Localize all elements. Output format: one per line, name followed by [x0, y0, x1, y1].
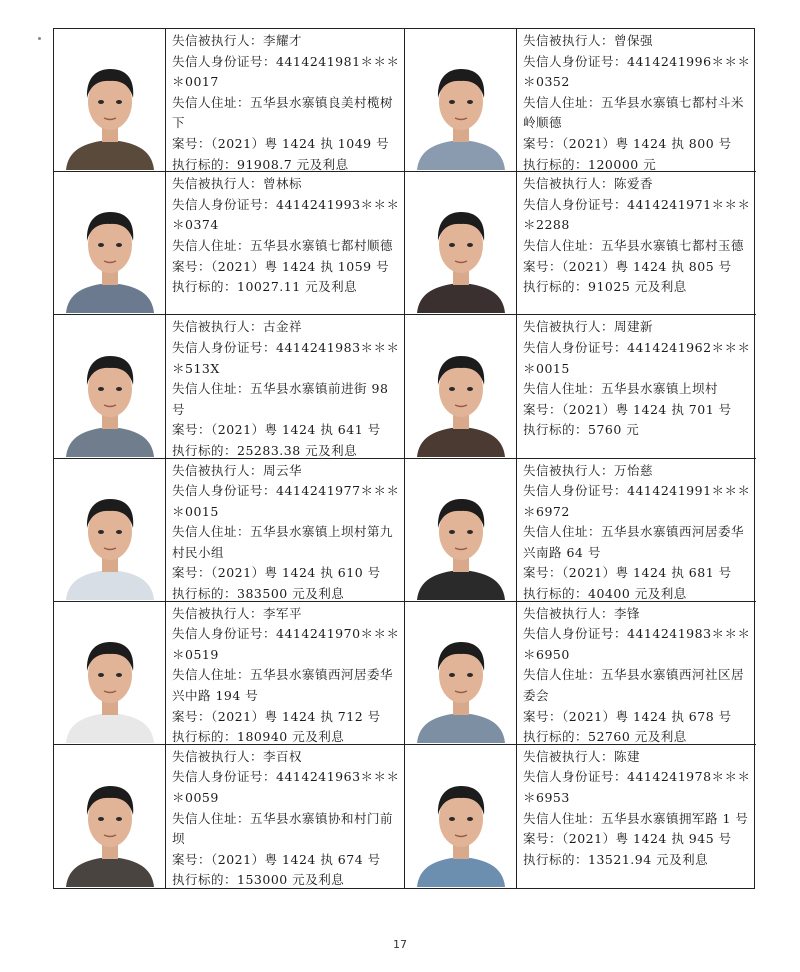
field-id	[172, 767, 400, 808]
debtor-info	[166, 602, 404, 744]
field-label: 失信人住址：	[172, 381, 251, 397]
field-name	[172, 31, 400, 52]
field-name	[523, 31, 752, 52]
field-label: 案号：	[523, 258, 563, 274]
field-case	[523, 829, 752, 850]
field-label: 案号：	[172, 422, 212, 438]
field-case	[523, 257, 752, 278]
field-amount	[172, 441, 400, 458]
field-value: 五华县水寨镇西河居委华兴南路 64 号	[523, 524, 745, 560]
field-label: 案号：	[172, 708, 212, 724]
field-value: 383500 元及利息	[237, 586, 345, 601]
person-silhouette-icon	[62, 484, 158, 600]
field-value: 周建新	[614, 319, 654, 335]
field-label: 案号：	[523, 135, 563, 151]
field-label: 失信人身份证号：	[523, 769, 628, 785]
portrait-photo	[54, 745, 166, 888]
person-silhouette-icon	[413, 484, 509, 600]
field-case	[523, 563, 752, 584]
field-label: 失信被执行人：	[523, 33, 615, 48]
person-silhouette-icon	[413, 771, 509, 887]
field-name	[172, 174, 400, 195]
field-label: 执行标的：	[172, 586, 238, 601]
field-label: 失信人住址：	[172, 237, 251, 253]
field-value: 陈爱香	[614, 176, 654, 192]
field-label: 执行标的：	[172, 872, 238, 888]
portrait-photo	[54, 172, 166, 314]
debtor-record	[54, 315, 405, 458]
field-value: 4414241983＊＊＊＊513X	[172, 339, 400, 376]
field-label: 执行标的：	[523, 279, 589, 295]
field-value: 91908.7 元及利息	[237, 156, 349, 172]
field-address	[523, 379, 752, 400]
field-name	[523, 604, 752, 625]
field-value: 李军平	[263, 605, 303, 621]
field-value: 李耀才	[263, 33, 303, 48]
field-label: 失信人住址：	[523, 381, 602, 397]
person-silhouette-icon	[413, 197, 509, 313]
portrait-photo	[54, 315, 166, 457]
debtor-info	[166, 29, 404, 171]
debtor-table	[53, 28, 755, 889]
field-amount	[172, 584, 400, 601]
field-value: （2021）粤 1424 执 1059 号	[211, 258, 390, 274]
portrait-photo	[54, 602, 166, 744]
debtor-record	[54, 459, 405, 602]
field-value: 25283.38 元及利息	[237, 442, 358, 458]
field-value: （2021）粤 1424 执 712 号	[211, 708, 381, 724]
field-name	[523, 317, 752, 338]
field-case	[172, 134, 400, 155]
field-value: 五华县水寨镇西河社区居委会	[523, 667, 745, 704]
field-name	[172, 461, 400, 482]
field-label: 案号：	[523, 708, 563, 724]
field-address	[523, 522, 752, 563]
field-label: 失信人身份证号：	[172, 626, 277, 642]
field-amount	[172, 277, 400, 298]
field-name	[172, 317, 400, 338]
field-address	[523, 665, 752, 706]
field-case	[523, 400, 752, 421]
field-value: （2021）粤 1424 执 678 号	[562, 708, 732, 724]
field-label: 失信被执行人：	[172, 176, 264, 192]
debtor-record	[405, 602, 756, 745]
field-label: 执行标的：	[172, 442, 238, 458]
field-value: 4414241978＊＊＊＊6953	[523, 769, 751, 806]
field-label: 失信人住址：	[523, 524, 602, 540]
field-case	[523, 134, 752, 155]
field-label: 案号：	[523, 565, 563, 581]
debtor-info	[166, 459, 404, 601]
portrait-photo	[405, 745, 517, 888]
field-value: 万怡慈	[614, 462, 654, 478]
field-value: 五华县水寨镇七都村斗米岭顺德	[523, 94, 745, 131]
field-value: 4414241971＊＊＊＊2288	[523, 196, 751, 233]
debtor-info	[517, 459, 756, 601]
portrait-photo	[405, 315, 517, 457]
person-silhouette-icon	[62, 54, 158, 170]
debtor-record	[54, 172, 405, 315]
field-label: 执行标的：	[523, 729, 589, 744]
field-value: 李百权	[263, 748, 303, 764]
field-label: 失信人住址：	[523, 667, 602, 683]
field-name	[172, 604, 400, 625]
field-label: 失信人身份证号：	[172, 53, 277, 69]
field-label: 失信人住址：	[172, 810, 251, 826]
debtor-record	[405, 29, 756, 172]
field-value: 五华县水寨镇七都村顺德	[250, 237, 394, 253]
field-id	[523, 338, 752, 379]
field-value: 13521.94 元及利息	[588, 851, 709, 867]
debtor-info	[517, 172, 756, 314]
field-id	[523, 52, 752, 93]
field-case	[172, 563, 400, 584]
field-label: 失信被执行人：	[172, 462, 264, 478]
field-value: 五华县水寨镇七都村玉德	[601, 237, 745, 253]
field-value: 5760 元	[588, 422, 640, 438]
field-name	[523, 747, 752, 768]
field-value: 4414241981＊＊＊＊0017	[172, 53, 400, 90]
field-address	[523, 236, 752, 257]
field-value: 五华县水寨镇前进街 98 号	[172, 381, 389, 417]
field-case	[172, 850, 400, 871]
field-label: 失信被执行人：	[523, 176, 615, 192]
field-label: 执行标的：	[172, 156, 238, 172]
field-label: 失信被执行人：	[523, 605, 615, 621]
person-silhouette-icon	[62, 197, 158, 313]
field-label: 失信人身份证号：	[523, 339, 628, 355]
field-value: 4414241983＊＊＊＊6950	[523, 626, 751, 662]
portrait-photo	[405, 459, 517, 601]
page-number: 17	[393, 938, 407, 951]
field-label: 失信人住址：	[172, 667, 251, 683]
field-amount	[523, 584, 752, 601]
field-label: 失信被执行人：	[523, 748, 615, 764]
field-name	[172, 747, 400, 768]
field-label: 失信被执行人：	[172, 319, 264, 335]
portrait-photo	[405, 29, 517, 171]
field-address	[523, 809, 752, 830]
field-label: 失信人住址：	[523, 810, 602, 826]
field-value: 五华县水寨镇上坝村	[601, 381, 719, 397]
field-label: 案号：	[172, 258, 212, 274]
field-value: 李锋	[614, 605, 641, 621]
field-case	[172, 420, 400, 441]
field-value: 4414241962＊＊＊＊0015	[523, 339, 751, 376]
field-value: 52760 元及利息	[588, 729, 687, 744]
field-id	[523, 624, 752, 665]
field-label: 执行标的：	[523, 156, 589, 172]
field-value: （2021）粤 1424 执 945 号	[562, 831, 732, 847]
person-silhouette-icon	[413, 54, 509, 170]
field-label: 案号：	[172, 565, 212, 581]
field-label: 案号：	[172, 135, 212, 151]
field-amount	[523, 420, 752, 441]
field-value: 4414241996＊＊＊＊0352	[523, 53, 751, 90]
field-value: 周云华	[263, 462, 303, 478]
field-address	[172, 665, 400, 706]
field-label: 案号：	[523, 831, 563, 847]
field-label: 案号：	[172, 851, 212, 867]
field-id	[523, 195, 752, 236]
field-value: （2021）粤 1424 执 800 号	[562, 135, 732, 151]
debtor-info	[166, 172, 404, 314]
debtor-info	[517, 602, 756, 744]
field-value: 古金祥	[263, 319, 303, 335]
field-value: 4414241991＊＊＊＊6972	[523, 483, 751, 519]
field-value: 4414241970＊＊＊＊0519	[172, 626, 400, 662]
field-label: 失信被执行人：	[172, 33, 264, 48]
field-value: 五华县水寨镇拥军路 1 号	[601, 810, 749, 826]
scan-dot	[38, 37, 41, 40]
person-silhouette-icon	[62, 627, 158, 743]
field-label: 失信人身份证号：	[523, 626, 628, 642]
field-id	[172, 195, 400, 236]
field-label: 失信被执行人：	[172, 748, 264, 764]
field-value: （2021）粤 1424 执 674 号	[211, 851, 381, 867]
field-amount	[172, 155, 400, 172]
field-amount	[523, 727, 752, 744]
field-address	[523, 93, 752, 134]
field-value: 曾保强	[614, 33, 654, 48]
field-label: 案号：	[523, 401, 563, 417]
portrait-photo	[405, 172, 517, 314]
person-silhouette-icon	[413, 627, 509, 743]
field-id	[523, 481, 752, 522]
field-case	[172, 257, 400, 278]
field-amount	[523, 277, 752, 298]
field-label: 失信人住址：	[172, 94, 251, 110]
field-id	[172, 624, 400, 665]
field-case	[172, 707, 400, 728]
person-silhouette-icon	[62, 771, 158, 887]
field-value: 五华县水寨镇良美村榄树下	[172, 94, 394, 131]
field-id	[523, 767, 752, 808]
person-silhouette-icon	[413, 341, 509, 457]
field-label: 失信被执行人：	[172, 605, 264, 621]
debtor-info	[517, 29, 756, 171]
debtor-record	[54, 29, 405, 172]
field-value: 153000 元及利息	[237, 872, 345, 888]
field-value: 91025 元及利息	[588, 279, 687, 295]
field-amount	[172, 870, 400, 888]
field-id	[172, 338, 400, 379]
debtor-record	[54, 602, 405, 745]
field-address	[172, 379, 400, 420]
debtor-info	[166, 745, 404, 888]
field-value: 4414241977＊＊＊＊0015	[172, 483, 400, 519]
debtor-record	[405, 459, 756, 602]
field-case	[523, 707, 752, 728]
field-value: 120000 元	[588, 156, 657, 172]
field-id	[172, 481, 400, 522]
portrait-photo	[405, 602, 517, 744]
field-label: 失信人身份证号：	[172, 339, 277, 355]
field-value: （2021）粤 1424 执 1049 号	[211, 135, 390, 151]
field-value: （2021）粤 1424 执 805 号	[562, 258, 732, 274]
field-value: （2021）粤 1424 执 681 号	[562, 565, 732, 581]
field-label: 失信人身份证号：	[523, 196, 628, 212]
field-label: 失信人身份证号：	[172, 196, 277, 212]
field-label: 失信人住址：	[523, 94, 602, 110]
portrait-photo	[54, 29, 166, 171]
field-label: 失信人住址：	[172, 524, 251, 540]
field-label: 失信被执行人：	[523, 319, 615, 335]
field-id	[172, 52, 400, 93]
field-label: 执行标的：	[172, 729, 238, 744]
field-label: 执行标的：	[523, 851, 589, 867]
field-label: 失信人身份证号：	[523, 53, 628, 69]
field-label: 失信人身份证号：	[172, 769, 277, 785]
field-amount	[523, 850, 752, 871]
field-value: 10027.11 元及利息	[237, 279, 358, 295]
field-value: （2021）粤 1424 执 610 号	[211, 565, 381, 581]
field-label: 失信人住址：	[523, 237, 602, 253]
field-value: 五华县水寨镇上坝村第九村民小组	[172, 524, 394, 560]
field-value: 40400 元及利息	[588, 586, 687, 601]
debtor-record	[405, 315, 756, 458]
field-label: 执行标的：	[172, 279, 238, 295]
portrait-photo	[54, 459, 166, 601]
field-label: 失信被执行人：	[523, 462, 615, 478]
field-value: 五华县水寨镇协和村门前坝	[172, 810, 394, 847]
field-name	[523, 174, 752, 195]
field-amount	[172, 727, 400, 744]
field-label: 失信人身份证号：	[523, 483, 628, 499]
field-amount	[523, 155, 752, 172]
field-address	[172, 93, 400, 134]
field-label: 执行标的：	[523, 586, 589, 601]
field-value: 曾林标	[263, 176, 303, 192]
field-address	[172, 809, 400, 850]
field-value: （2021）粤 1424 执 701 号	[562, 401, 732, 417]
field-value: 4414241993＊＊＊＊0374	[172, 196, 400, 233]
debtor-info	[166, 315, 404, 457]
field-value: 五华县水寨镇西河居委华兴中路 194 号	[172, 667, 394, 704]
field-name	[523, 461, 752, 482]
field-label: 失信人身份证号：	[172, 483, 277, 499]
debtor-info	[517, 745, 756, 888]
field-label: 执行标的：	[523, 422, 589, 438]
person-silhouette-icon	[62, 341, 158, 457]
debtor-record	[54, 745, 405, 888]
field-value: 180940 元及利息	[237, 729, 345, 744]
debtor-record	[405, 745, 756, 888]
field-address	[172, 522, 400, 563]
field-value: 4414241963＊＊＊＊0059	[172, 769, 400, 806]
field-value: 陈建	[614, 748, 641, 764]
field-address	[172, 236, 400, 257]
field-value: （2021）粤 1424 执 641 号	[211, 422, 381, 438]
debtor-info	[517, 315, 756, 457]
debtor-record	[405, 172, 756, 315]
